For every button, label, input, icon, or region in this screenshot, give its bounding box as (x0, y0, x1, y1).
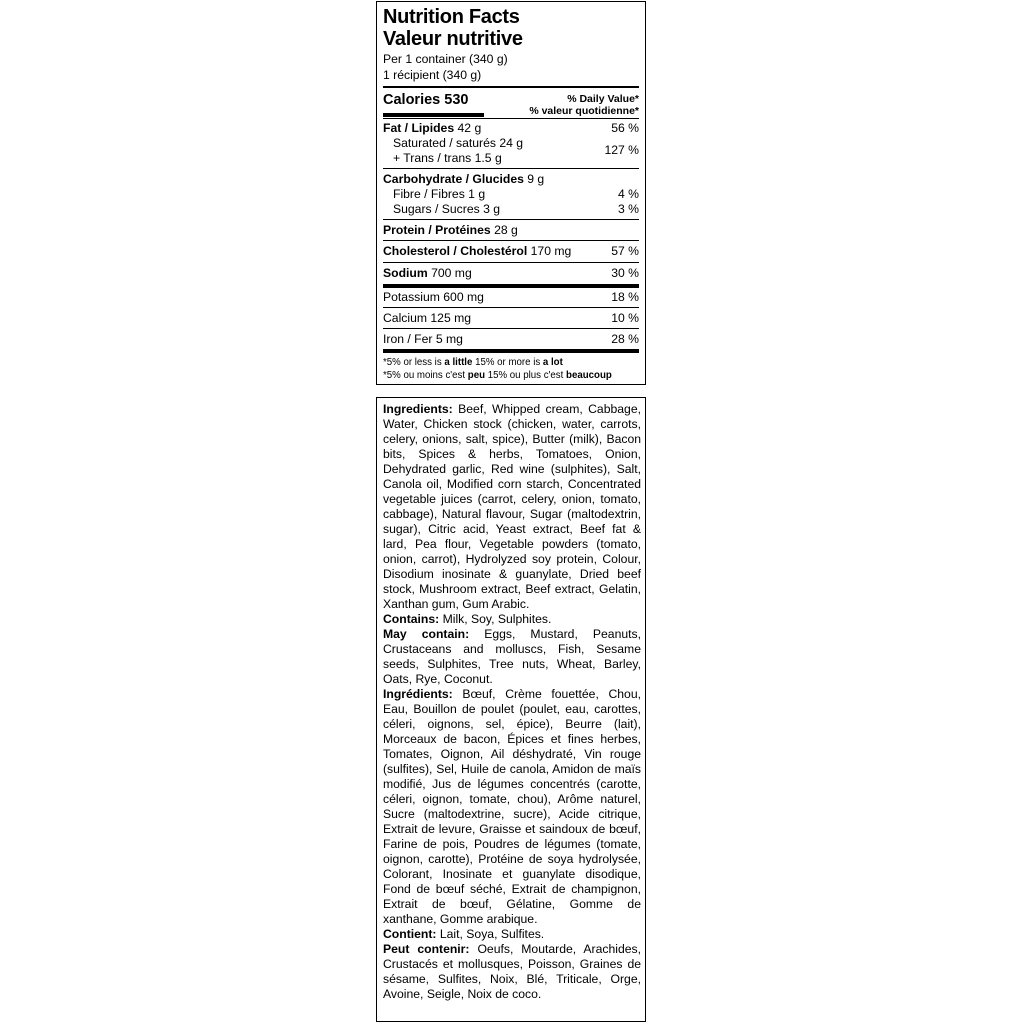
divider (383, 168, 639, 169)
ingredients-en: Ingredients: Beef, Whipped cream, Cabbage, Water, Chicken stock (chicken, water, carrots, celery, onions, salt, spice), Butter (milk), Bacon bits, Spices & herbs, Tomatoes, Onion, Dehydrated garlic, Red wine (sulphites), Salt, Canola oil, Modified corn starch, Concentrated vegetable juices (carrot, celery, onion, tomato, cabbage), Natural flavour, Sugar (maltodextrin, sugar), Citric acid, Yeast extract, Beef fat & lard, Pea flour, Vegetable powders (tomato, onion, carrot), Hydrolyzed soy protein, Colour, Disodium inosinate & guanylate, Dried beef stock, Mushroom extract, Beef extract, Gelatin, Xanthan gum, Gum Arabic. (383, 402, 641, 611)
calcium-row: Calcium 125 mg 10 % (383, 311, 639, 325)
daily-value-header-fr: % valeur quotidienne* (529, 105, 639, 117)
footnote-fr: *5% ou moins c'est peu 15% ou plus c'est beaucoup (383, 370, 612, 381)
thick-divider (383, 284, 639, 288)
iron-row: Iron / Fer 5 mg 28 % (383, 332, 639, 346)
contains-en: Contains: Milk, Soy, Sulphites. (383, 612, 552, 626)
potassium-row: Potassium 600 mg 18 % (383, 290, 639, 304)
ingredients-panel (376, 397, 646, 1022)
divider (383, 219, 639, 220)
serving-size-en: Per 1 container (340 g) (383, 52, 508, 66)
calories-underline (383, 113, 484, 117)
divider (383, 328, 639, 329)
contains-fr: Contient: Lait, Soya, Sulfites. (383, 927, 545, 941)
sodium-row: Sodium 700 mg 30 % (383, 266, 639, 280)
daily-value-header-en: % Daily Value* (567, 93, 639, 105)
trans-row: + Trans / trans 1.5 g 127 % (393, 143, 639, 165)
saturated-row: Saturated / saturés 24 g (393, 136, 524, 150)
may-contain-en: May contain: Eggs, Mustard, Peanuts, Crustaceans and molluscs, Fish, Sesame seeds, Sulphites, Tree nuts, Wheat, Barley, Oats, Rye, Coconut. (383, 627, 641, 686)
protein-row: Protein / Protéines 28 g (383, 223, 518, 237)
divider (383, 307, 639, 308)
title-fr: Valeur nutritive (383, 28, 523, 50)
nutrition-facts-panel (376, 1, 646, 385)
divider (383, 240, 639, 241)
carbohydrate-row: Carbohydrate / Glucides 9 g (383, 172, 545, 186)
divider (383, 262, 639, 263)
sugars-row: Sugars / Sucres 3 g 3 % (393, 202, 639, 216)
title-en: Nutrition Facts (383, 6, 520, 28)
fibre-row: Fibre / Fibres 1 g 4 % (393, 187, 639, 201)
ingredients-fr: Ingrédients: Bœuf, Crème fouettée, Chou, Eau, Bouillon de poulet (poulet, eau, carottes, céleri, oignons, sel, épice), Beurre (lait), Morceaux de bacon, Épices et fines herbes, Tomates, Oignon, Ail déshydraté, Vin rouge (sulfites), Sel, Huile de canola, Amidon de maïs modifié, Jus de légumes concentrés (carotte, céleri, oignon, tomate, chou), Arôme naturel, Sucre (maltodextrine, sucre), Acide citrique, Extrait de levure, Graisse et saindoux de bœuf, Farine de pois, Poudres de légumes (tomate, oignon, carotte), Protéine de soya hydrolysée, Colorant, Inosinate et guanylate disodique, Fond de bœuf séché, Extrait de champignon, Extrait de bœuf, Gélatine, Gomme de xanthane, Gomme arabique. (383, 687, 641, 926)
footnote-en: *5% or less is a little 15% or more is a lot (383, 357, 563, 368)
divider (383, 118, 639, 119)
calories: Calories 530 (383, 92, 469, 108)
thick-divider (383, 349, 639, 353)
may-contain-fr: Peut contenir: Oeufs, Moutarde, Arachides, Crustacés et mollusques, Poisson, Graines de sésame, Sulfites, Noix, Blé, Triticale, Orge, Avoine, Seigle, Noix de coco. (383, 942, 642, 1001)
cholesterol-row: Cholesterol / Cholestérol 170 mg 57 % (383, 244, 639, 258)
divider (383, 86, 639, 88)
serving-size-fr: 1 récipient (340 g) (383, 68, 482, 82)
fat-row: Fat / Lipides 42 g 56 % (383, 121, 639, 135)
